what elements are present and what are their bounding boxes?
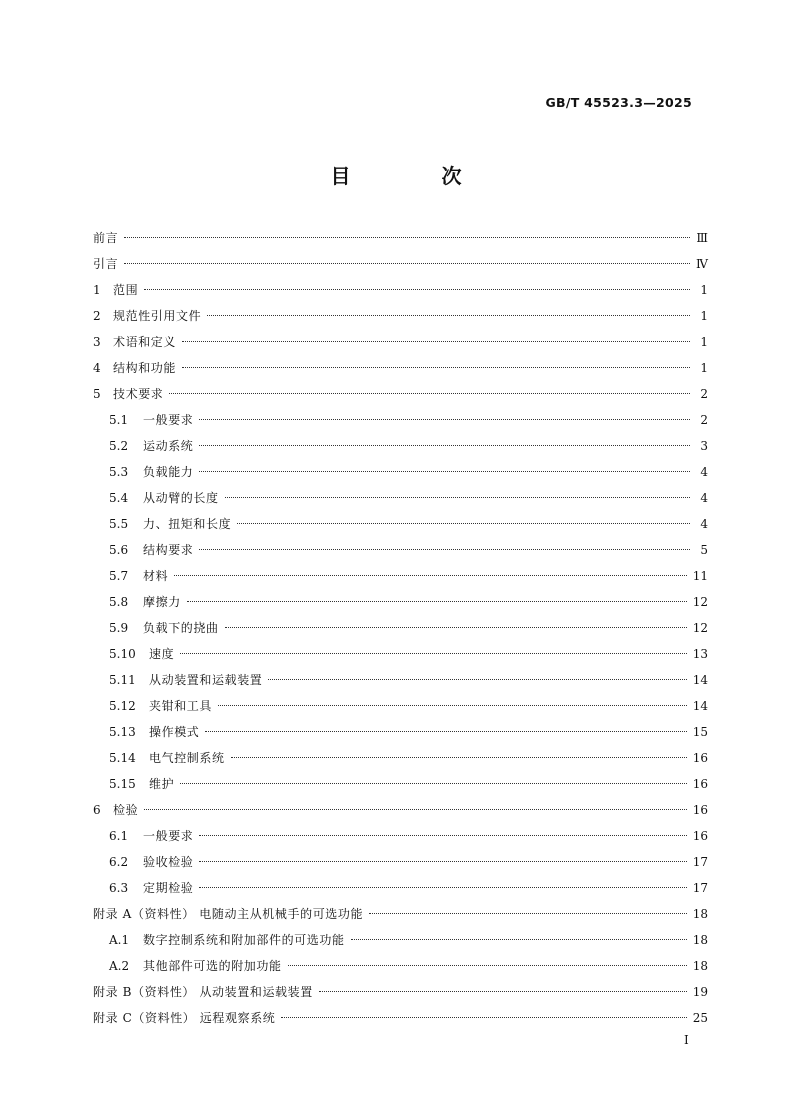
toc-dot-leader [144, 289, 690, 290]
toc-entry[interactable] [93, 797, 708, 823]
toc-dot-leader [205, 731, 686, 732]
toc-entry-page: 16 [692, 829, 708, 843]
toc-entry-number: 5.8 [109, 595, 129, 609]
toc-entry-number: 5.11 [109, 673, 136, 687]
toc-entry-page: Ⅲ [696, 231, 708, 245]
standard-number: GB/T 45523.3—2025 [545, 95, 692, 110]
toc-dot-leader [174, 575, 687, 576]
toc-entry-page: 5 [700, 543, 708, 557]
toc-entry[interactable] [93, 615, 708, 641]
toc-dot-leader [180, 783, 687, 784]
page-title: 目 次 [330, 164, 504, 188]
toc-entry[interactable] [93, 1005, 708, 1031]
toc-dot-leader [199, 549, 690, 550]
toc-entry-number: 6 [93, 803, 101, 817]
toc-entry-label: 结构要求 [143, 543, 194, 557]
toc-dot-leader [199, 835, 686, 836]
toc-entry-page: 17 [692, 881, 708, 895]
toc-entry-page: 16 [692, 803, 708, 817]
toc-entry-label: 从动臂的长度 [143, 491, 219, 505]
toc-entry-label: 范围 [113, 283, 139, 297]
toc-dot-leader [199, 419, 690, 420]
toc-entry[interactable] [93, 537, 708, 563]
toc-entry-number: 5.13 [109, 725, 136, 739]
toc-dot-leader [268, 679, 686, 680]
toc-entry-page: 13 [692, 647, 708, 661]
toc-entry-label: 维护 [149, 777, 175, 791]
toc-entry-page: 19 [692, 985, 708, 999]
toc-entry-number: A.2 [109, 959, 130, 973]
toc-entry-number: 5.14 [109, 751, 136, 765]
toc-dot-leader [281, 1017, 686, 1018]
toc-entry-label: 速度 [149, 647, 175, 661]
toc-entry-number: 5.3 [109, 465, 129, 479]
toc-entry[interactable] [93, 641, 708, 667]
toc-entry-label: 负载能力 [143, 465, 194, 479]
toc-entry-label: 夹钳和工具 [149, 699, 213, 713]
toc-entry[interactable] [93, 303, 708, 329]
toc-entry-number: 6.1 [109, 829, 129, 843]
toc-entry[interactable] [93, 407, 708, 433]
toc-entry[interactable] [93, 459, 708, 485]
toc-entry-label: 操作模式 [149, 725, 200, 739]
toc-entry-number: 5.15 [109, 777, 136, 791]
toc-dot-leader [199, 887, 686, 888]
toc-entry[interactable] [93, 355, 708, 381]
toc-entry-page: 1 [700, 309, 708, 323]
toc-dot-leader [225, 627, 687, 628]
toc-entry-page: 11 [692, 569, 708, 583]
toc-entry-label: 材料 [143, 569, 169, 583]
toc-entry-number: 5.5 [109, 517, 129, 531]
toc-entry-label: 附录 B（资料性） 从动装置和运载装置 [93, 985, 313, 999]
toc-entry-number: 2 [93, 309, 101, 323]
table-of-contents [93, 225, 708, 1031]
toc-entry-label: 运动系统 [143, 439, 194, 453]
toc-entry[interactable] [93, 901, 708, 927]
toc-entry-page: 17 [692, 855, 708, 869]
toc-entry-label: 附录 A（资料性） 电随动主从机械手的可选功能 [93, 907, 364, 921]
toc-entry-label: 检验 [113, 803, 139, 817]
toc-dot-leader [199, 471, 690, 472]
toc-entry[interactable] [93, 719, 708, 745]
toc-entry[interactable] [93, 875, 708, 901]
toc-entry-label: 定期检验 [143, 881, 194, 895]
toc-dot-leader [218, 705, 687, 706]
toc-entry-page: Ⅳ [696, 257, 708, 271]
toc-entry[interactable] [93, 589, 708, 615]
page-folio: I [684, 1033, 689, 1047]
toc-entry[interactable] [93, 381, 708, 407]
toc-entry-label: 数字控制系统和附加部件的可选功能 [143, 933, 345, 947]
toc-entry-number: 5.6 [109, 543, 129, 557]
toc-dot-leader [369, 913, 687, 914]
toc-entry-number: 5.2 [109, 439, 129, 453]
toc-entry-label: 负载下的挠曲 [143, 621, 219, 635]
toc-entry-page: 2 [700, 387, 708, 401]
toc-entry[interactable] [93, 927, 708, 953]
toc-entry-number: 4 [93, 361, 101, 375]
toc-entry[interactable] [93, 485, 708, 511]
toc-entry-label: 规范性引用文件 [113, 309, 202, 323]
toc-entry-number: 5.10 [109, 647, 136, 661]
toc-entry[interactable] [93, 953, 708, 979]
toc-dot-leader [231, 757, 687, 758]
toc-entry-label: 技术要求 [113, 387, 164, 401]
toc-entry[interactable] [93, 511, 708, 537]
toc-entry[interactable] [93, 849, 708, 875]
toc-entry[interactable] [93, 667, 708, 693]
toc-entry-page: 3 [700, 439, 708, 453]
toc-entry-number: 5.9 [109, 621, 129, 635]
toc-dot-leader [182, 341, 690, 342]
toc-entry-page: 18 [692, 933, 708, 947]
toc-entry-label: 前言 [93, 231, 119, 245]
toc-entry-number: 3 [93, 335, 101, 349]
toc-entry-label: 术语和定义 [113, 335, 177, 349]
toc-dot-leader [351, 939, 687, 940]
toc-dot-leader [182, 367, 690, 368]
toc-entry-page: 14 [692, 673, 708, 687]
toc-entry-label: 结构和功能 [113, 361, 177, 375]
toc-entry-number: 5.12 [109, 699, 136, 713]
toc-entry-page: 1 [700, 283, 708, 297]
toc-entry[interactable] [93, 693, 708, 719]
toc-entry-page: 1 [700, 335, 708, 349]
toc-entry-number: 5 [93, 387, 101, 401]
toc-entry-page: 1 [700, 361, 708, 375]
toc-dot-leader [187, 601, 687, 602]
toc-entry-page: 16 [692, 777, 708, 791]
toc-entry-page: 16 [692, 751, 708, 765]
toc-dot-leader [237, 523, 690, 524]
toc-entry-label: 电气控制系统 [149, 751, 225, 765]
toc-entry-label: 从动装置和运载装置 [149, 673, 263, 687]
toc-entry-page: 15 [692, 725, 708, 739]
toc-dot-leader [288, 965, 687, 966]
toc-entry-page: 18 [692, 907, 708, 921]
toc-dot-leader [319, 991, 687, 992]
toc-dot-leader [124, 237, 690, 238]
toc-dot-leader [199, 861, 686, 862]
toc-entry-page: 4 [700, 517, 708, 531]
toc-entry-page: 2 [700, 413, 708, 427]
toc-dot-leader [199, 445, 690, 446]
toc-dot-leader [225, 497, 690, 498]
toc-entry-label: 力、扭矩和长度 [143, 517, 232, 531]
toc-entry[interactable] [93, 277, 708, 303]
toc-entry[interactable] [93, 329, 708, 355]
toc-entry[interactable] [93, 251, 708, 277]
toc-entry-page: 14 [692, 699, 708, 713]
toc-entry-label: 验收检验 [143, 855, 194, 869]
toc-entry[interactable] [93, 563, 708, 589]
toc-entry[interactable] [93, 225, 708, 251]
toc-entry-page: 4 [700, 491, 708, 505]
toc-entry[interactable] [93, 745, 708, 771]
toc-entry[interactable] [93, 433, 708, 459]
toc-entry-number: 6.2 [109, 855, 129, 869]
toc-entry-page: 4 [700, 465, 708, 479]
toc-entry-label: 一般要求 [143, 413, 194, 427]
toc-dot-leader [207, 315, 690, 316]
toc-entry-number: 5.7 [109, 569, 129, 583]
toc-dot-leader [144, 809, 687, 810]
toc-dot-leader [124, 263, 690, 264]
toc-entry-page: 25 [692, 1011, 708, 1025]
toc-entry-number: 1 [93, 283, 101, 297]
toc-entry-page: 12 [692, 621, 708, 635]
toc-entry-page: 12 [692, 595, 708, 609]
toc-entry-label: 摩擦力 [143, 595, 181, 609]
toc-entry-label: 其他部件可选的附加功能 [143, 959, 282, 973]
toc-entry-label: 引言 [93, 257, 119, 271]
toc-entry[interactable] [93, 979, 708, 1005]
toc-entry-number: 6.3 [109, 881, 129, 895]
toc-entry-number: 5.1 [109, 413, 129, 427]
toc-entry-label: 附录 C（资料性） 远程观察系统 [93, 1011, 276, 1025]
toc-entry-number: 5.4 [109, 491, 129, 505]
toc-entry-page: 18 [692, 959, 708, 973]
toc-entry[interactable] [93, 771, 708, 797]
toc-dot-leader [180, 653, 687, 654]
toc-entry-label: 一般要求 [143, 829, 194, 843]
toc-dot-leader [169, 393, 690, 394]
toc-entry[interactable] [93, 823, 708, 849]
toc-entry-number: A.1 [109, 933, 130, 947]
